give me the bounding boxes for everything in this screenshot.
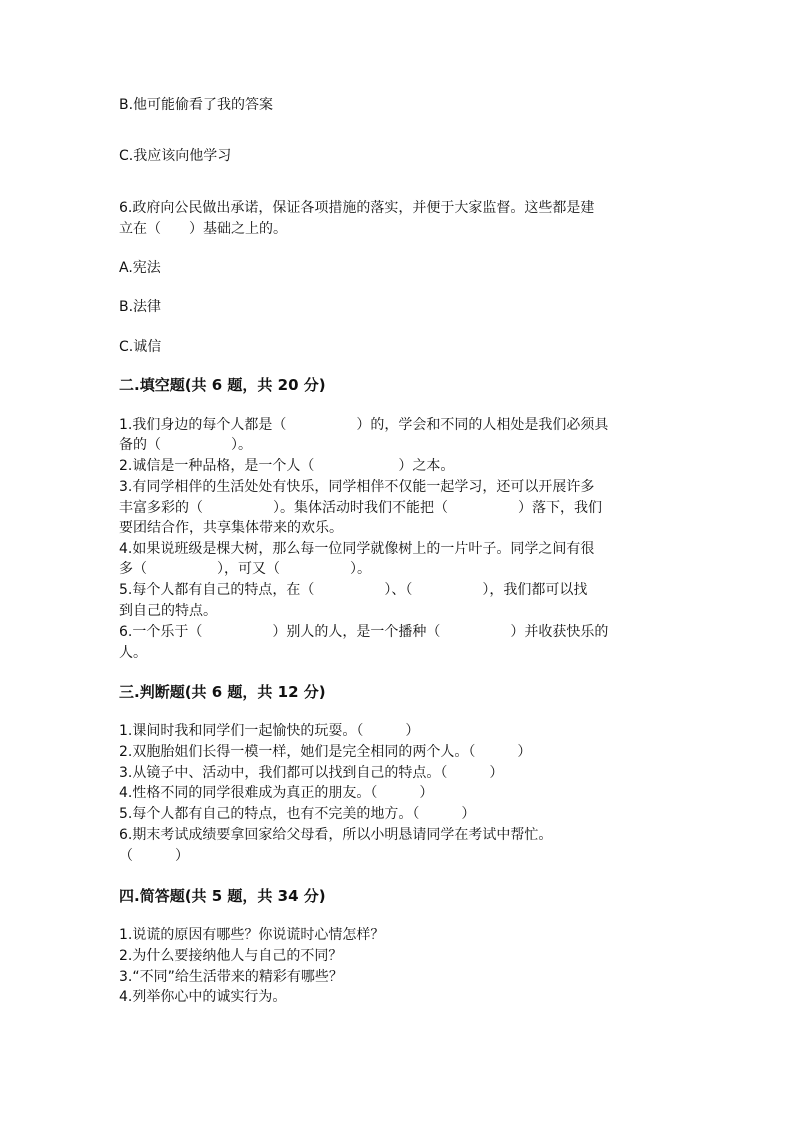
short-answer-line: 3.“不同”给生活带来的精彩有哪些？: [119, 969, 343, 985]
short-answer-line: 4.列举你心中的诚实行为。: [119, 989, 287, 1005]
true-false-line: （ ）: [119, 848, 189, 864]
q6-option-a: A.宪法: [119, 260, 161, 276]
section4-heading: 四.简答题(共 5 题，共 34 分): [119, 887, 326, 905]
true-false-line: 4.性格不同的同学很难成为真正的朋友。（ ）: [119, 785, 434, 801]
q6-stem-line1: 6.政府向公民做出承诺，保证各项措施的落实，并便于大家监督。这些都是建: [119, 200, 595, 216]
fill-blank-line: 丰富多彩的（ ）。集体活动时我们不能把（ ）落下，我们: [119, 500, 602, 516]
q6-option-b: B.法律: [119, 299, 162, 315]
section3-heading: 三.判断题(共 6 题，共 12 分): [119, 683, 326, 701]
fill-blank-line: 1.我们身边的每个人都是（ ）的，学会和不同的人相处是我们必须具: [119, 417, 609, 433]
short-answer-line: 1.说谎的原因有哪些？你说谎时心情怎样？: [119, 927, 385, 943]
q5-option-c: C.我应该向他学习: [119, 148, 232, 164]
fill-blank-line: 要团结合作，共享集体带来的欢乐。: [119, 520, 343, 536]
true-false-line: 2.双胞胎姐们长得一模一样，她们是完全相同的两个人。（ ）: [119, 744, 532, 760]
fill-blank-line: 5.每个人都有自己的特点，在（ ）、（ ），我们都可以找: [119, 582, 588, 598]
q5-option-b: B.他可能偷看了我的答案: [119, 97, 274, 113]
q6-option-c: C.诚信: [119, 339, 162, 355]
true-false-line: 5.每个人都有自己的特点，也有不完美的地方。（ ）: [119, 806, 476, 822]
fill-blank-line: 多（ ），可又（ ）。: [119, 561, 371, 577]
section2-heading: 二.填空题(共 6 题，共 20 分): [119, 376, 326, 394]
q6-stem-line2: 立在（ ）基础之上的。: [119, 221, 287, 237]
fill-blank-line: 2.诚信是一种品格，是一个人（ ）之本。: [119, 458, 455, 474]
fill-blank-line: 3.有同学相伴的生活处处有快乐，同学相伴不仅能一起学习，还可以开展许多: [119, 479, 595, 495]
fill-blank-line: 到自己的特点。: [119, 603, 217, 619]
true-false-line: 6.期末考试成绩要拿回家给父母看，所以小明恳请同学在考试中帮忙。: [119, 827, 553, 843]
fill-blank-line: 人。: [119, 645, 147, 661]
fill-blank-line: 备的（ ）。: [119, 437, 252, 453]
short-answer-line: 2.为什么要接纳他人与自己的不同？: [119, 948, 343, 964]
true-false-line: 1.课间时我和同学们一起愉快的玩耍。（ ）: [119, 723, 420, 739]
fill-blank-line: 6.一个乐于（ ）别人的人，是一个播种（ ）并收获快乐的: [119, 624, 609, 640]
true-false-line: 3.从镜子中、活动中，我们都可以找到自己的特点。（ ）: [119, 765, 504, 781]
fill-blank-line: 4.如果说班级是棵大树，那么每一位同学就像树上的一片叶子。同学之间有很: [119, 541, 595, 557]
